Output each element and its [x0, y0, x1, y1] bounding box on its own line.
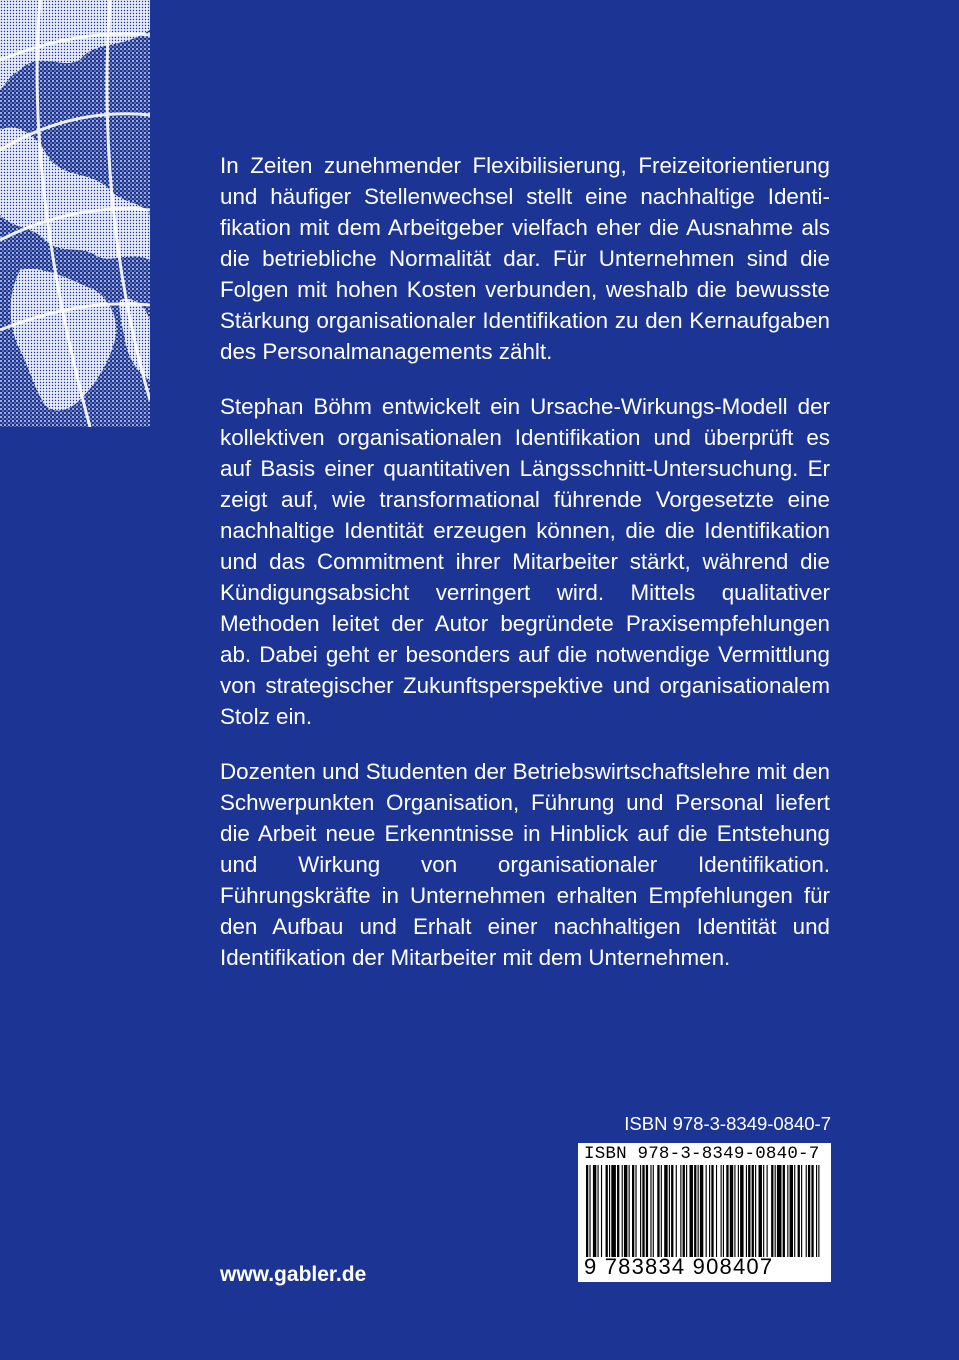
barcode-bar [787, 1165, 788, 1257]
barcode-bar [752, 1165, 754, 1257]
isbn-label: ISBN 978-3-8349-0840-7 [624, 1113, 831, 1134]
barcode-bar [586, 1165, 588, 1257]
barcode-bar [748, 1165, 750, 1257]
barcode-bar [811, 1165, 813, 1257]
barcode-bar [657, 1165, 659, 1257]
barcode-bar [683, 1165, 685, 1257]
barcode-bar [650, 1165, 651, 1257]
barcode-bar [798, 1165, 800, 1257]
barcode-bar [734, 1165, 735, 1257]
barcode-bar [818, 1165, 819, 1257]
barcode-bar [669, 1165, 670, 1257]
barcode-bar [759, 1165, 762, 1257]
barcode-bar [640, 1165, 641, 1257]
blurb-paragraph-2: Stephan Böhm entwickelt ein Ursache-Wirkungs-Modell der kollektiven organisationalen Identifikation und überprüft es auf Basis einer quantitativen Längsschnitt-Untersuchung. Er zeigt auf, wie transformational führende Vorgesetzte eine nachhaltige Identität erzeugen können, die die Identifikation und das Commitment ihrer Mitarbeiter stärkt, während die Kündigungsabsicht verringert wird. Mittels qualitativer Methoden leitet der Autor begründete Praxisempfehlungen ab. Dabei geht er besonders auf die notwendige Vermittlung von strategischer Zukunftsperspektive und organisationalem Stolz ein. [220, 394, 830, 729]
barcode-bar [816, 1165, 817, 1257]
globe-image [0, 0, 150, 427]
barcode-bar [801, 1165, 802, 1257]
barcode-bar [609, 1165, 610, 1257]
barcode-bar [642, 1165, 644, 1257]
barcode-bar [617, 1165, 619, 1257]
barcode-bar [709, 1165, 710, 1257]
barcode-bar [740, 1165, 743, 1257]
barcode-bar [775, 1165, 776, 1257]
barcode-bar [700, 1165, 703, 1257]
barcode-bar [622, 1165, 623, 1257]
barcode-bar [690, 1165, 693, 1257]
barcode-bar [676, 1165, 677, 1257]
blurb-paragraph-1: In Zeiten zunehmender Flexibilisierung, Freizeitorientierung und häufiger Stellenwechsel stellt eine nachhaltige Identifikation mit dem Arbeitgeber vielfach eher die Ausnahme als die betriebliche Normalität dar. Für Unternehmen sind die Folgen mit hohen Kosten verbunden, weshalb die bewusste Stärkung organisationaler Identifikation zu den Kernaufgaben des Personalmanagements zählt. [220, 153, 830, 364]
barcode-bar [726, 1165, 728, 1257]
barcode-bar [593, 1165, 596, 1257]
globe-europe-africa-stippled-icon [0, 0, 150, 427]
barcode-bar [808, 1165, 810, 1257]
barcode-bar [698, 1165, 699, 1257]
barcode-bar [723, 1165, 724, 1257]
barcode-bar [632, 1165, 634, 1257]
barcode-bar [790, 1165, 793, 1257]
barcode-bar [746, 1165, 747, 1257]
barcode-bar [661, 1165, 662, 1257]
barcode-bar [598, 1165, 599, 1257]
barcode-bar [653, 1165, 654, 1257]
barcode-bar [721, 1165, 722, 1257]
barcode-digits: 9 783834 908407 [584, 1254, 774, 1279]
barcode-bar [624, 1165, 627, 1257]
barcode-bar [730, 1165, 733, 1257]
barcode-bars [584, 1165, 825, 1257]
barcode-bar [629, 1165, 630, 1257]
barcode-isbn-text: ISBN 978-3-8349-0840-7 [584, 1144, 820, 1164]
barcode-bar [716, 1165, 717, 1257]
publisher-website: www.gabler.de [220, 1263, 367, 1286]
barcode-bar [606, 1165, 608, 1257]
barcode-bar [763, 1165, 764, 1257]
barcode-bar [794, 1165, 795, 1257]
barcode-bar [686, 1165, 687, 1257]
barcode-bar [711, 1165, 713, 1257]
barcode-bar [601, 1165, 602, 1257]
barcode-bar [755, 1165, 756, 1257]
barcode-bar [680, 1165, 681, 1257]
barcode-bar [783, 1165, 785, 1257]
barcode-bar [611, 1165, 616, 1257]
barcode-bar [646, 1165, 648, 1257]
barcode-bar [635, 1165, 636, 1257]
isbn-barcode [578, 1143, 831, 1282]
barcode-bar [806, 1165, 807, 1257]
barcode-bar [771, 1165, 773, 1257]
barcode-bar [589, 1165, 590, 1257]
barcode-bar [671, 1165, 673, 1257]
barcode-bar [777, 1165, 782, 1257]
back-cover-blurb [220, 150, 830, 997]
barcode-bar [738, 1165, 739, 1257]
barcode-bar [706, 1165, 707, 1257]
barcode-bar [767, 1165, 768, 1257]
barcode-bar [694, 1165, 696, 1257]
blurb-paragraph-3: Dozenten und Studenten der Betriebswirtschaftslehre mit den Schwerpunkten Organisation, Führung und Personal liefert die Arbeit neue Erkenntnisse in Hinblick auf die Entstehung und Wirkung von organisationaler Identifikation. Führungskräfte in Unternehmen erhalten Empfehlungen für den Aufbau und Erhalt einer nachhaltigen Identität und Identifikation der Mitarbeiter mit dem Unternehmen. [220, 759, 830, 970]
barcode-bar [664, 1165, 667, 1257]
